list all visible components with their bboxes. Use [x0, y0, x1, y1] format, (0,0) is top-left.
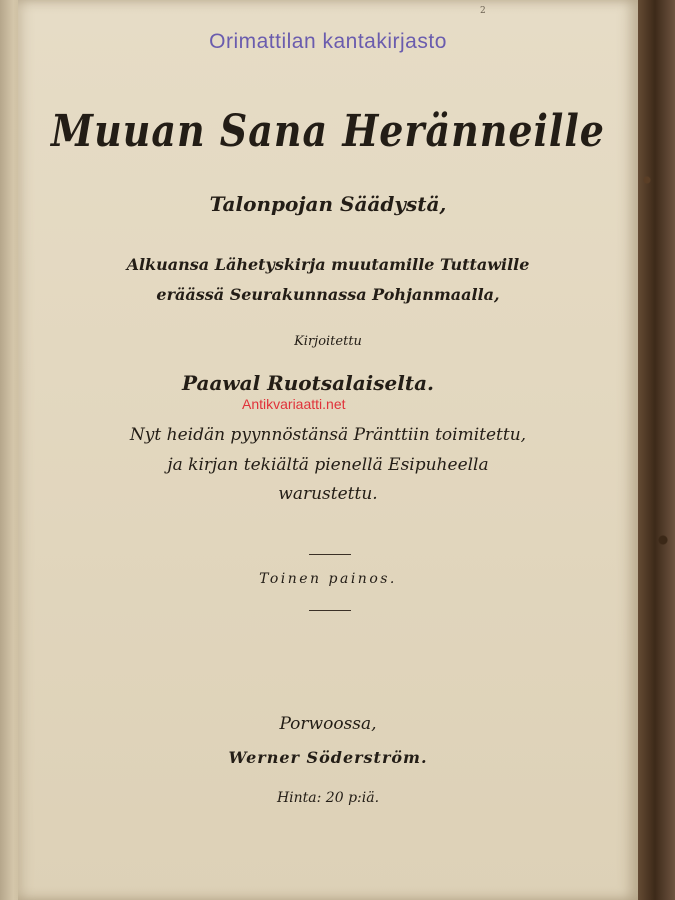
- divider-top: [309, 554, 351, 555]
- price-label: Hinta: 20 p:iä.: [276, 790, 380, 806]
- publication-place: Porwoossa,: [279, 714, 377, 734]
- edition-label: Toinen painos.: [259, 571, 397, 587]
- page-mark: 2: [480, 6, 486, 16]
- written-by-label: Kirjoitettu: [294, 334, 362, 349]
- title-page: [18, 0, 638, 900]
- publisher-name: Werner Söderström.: [228, 748, 428, 767]
- description-line-1: Alkuansa Lähetyskirja muutamille Tuttawille: [126, 255, 530, 274]
- book-title: Muuan Sana Heränneille: [51, 104, 605, 157]
- publication-line-1: Nyt heidän pyynnöstänsä Pränttiin toimitettu,: [129, 425, 527, 445]
- book-spine: [635, 0, 675, 900]
- publication-line-3: warustettu.: [278, 484, 378, 504]
- divider-bottom: [309, 610, 351, 611]
- publication-line-2: ja kirjan tekiältä pienellä Esipuheella: [167, 455, 489, 475]
- watermark-text: Antikvariaatti.net: [242, 396, 346, 412]
- library-stamp: Orimattilan kantakirjasto: [209, 30, 447, 53]
- description-line-2: eräässä Seurakunnassa Pohjanmaalla,: [156, 285, 500, 304]
- author-name: Paawal Ruotsalaiselta.: [181, 371, 434, 395]
- book-subtitle: Talonpojan Säädystä,: [209, 192, 447, 216]
